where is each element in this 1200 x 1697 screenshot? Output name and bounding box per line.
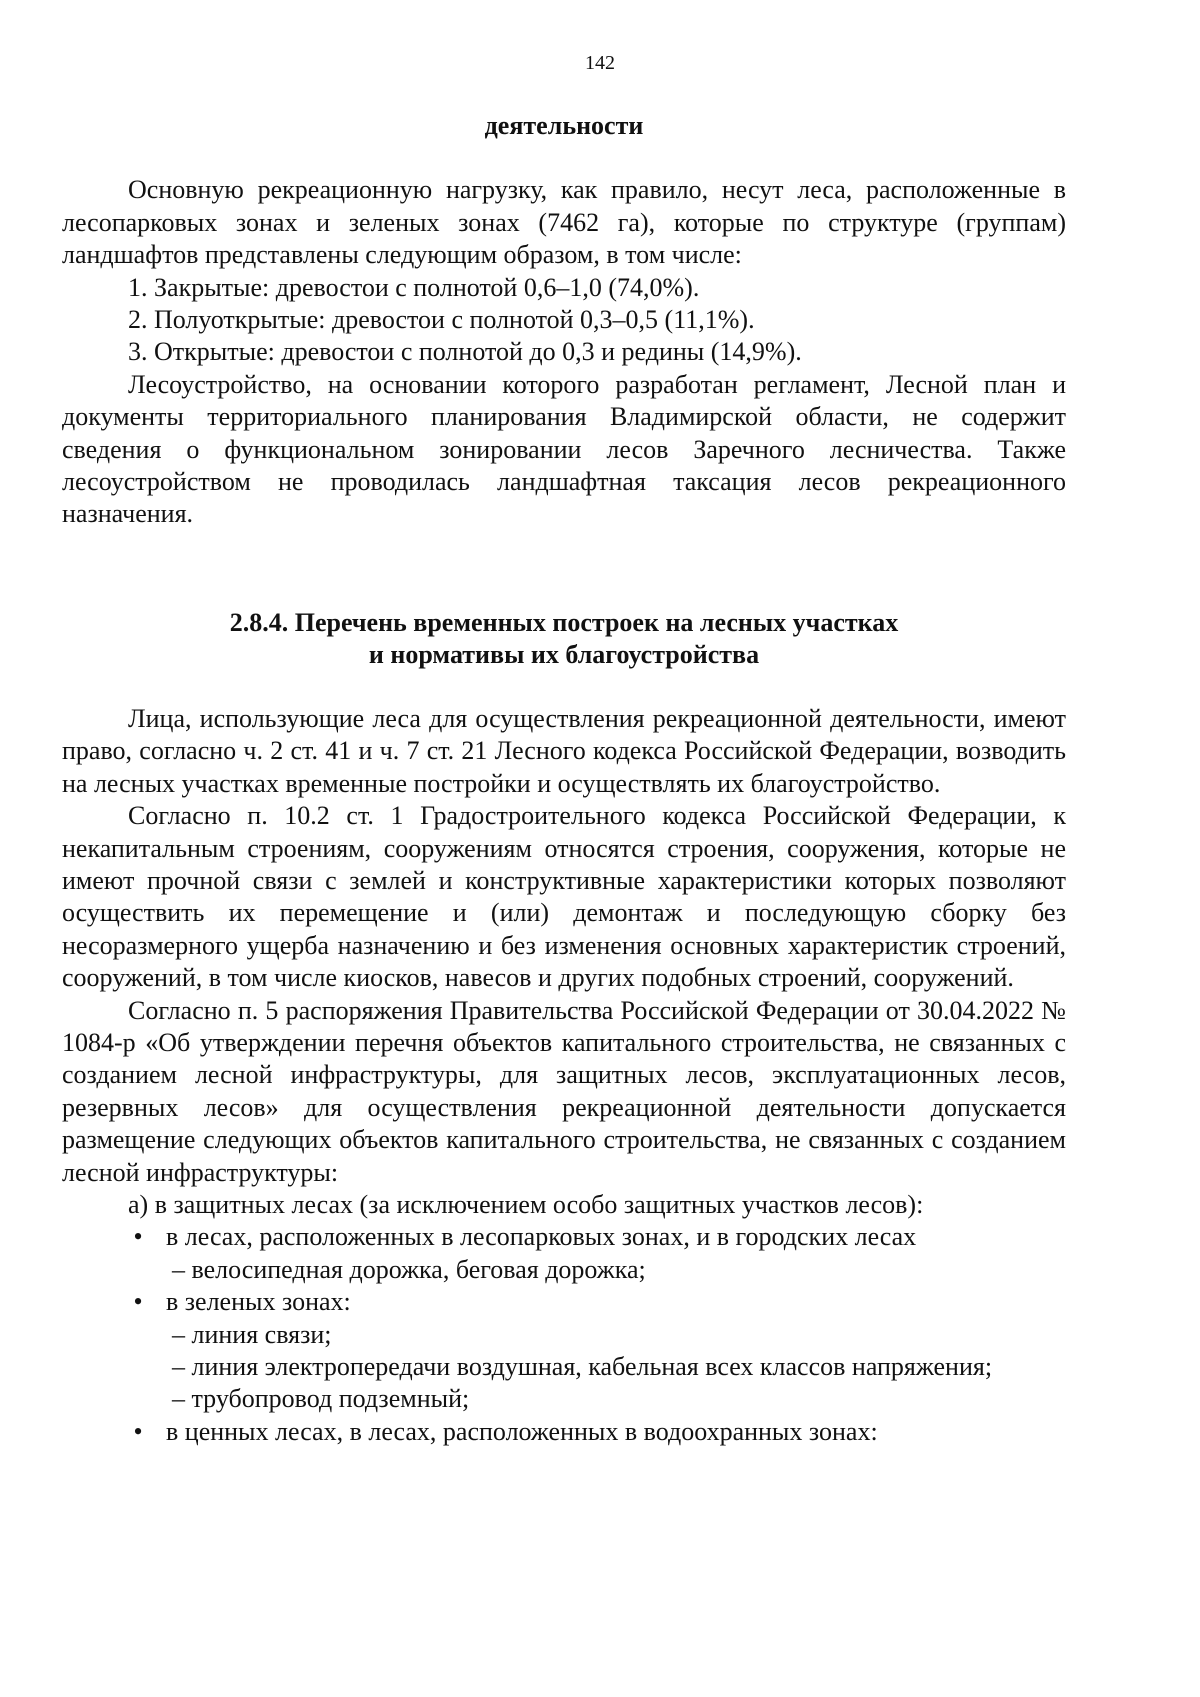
bullet-item-valuable-forests	[62, 1416, 1066, 1448]
landscape-item-open: 3. Открытые: древостои с полнотой до 0,3 и редины (14,9%).	[128, 337, 802, 367]
continued-heading: деятельности	[484, 111, 644, 140]
bullet-item-forest-park-zones	[62, 1221, 1066, 1253]
dash-item-power-line: – линия электропередачи воздушная, кабельная всех классов напряжения;	[172, 1352, 993, 1381]
paragraph-forest-management: Лесоустройство, на основании которого разработан регламент, Лесной план и документы территориального планирования Владимирской области, не содержит сведения о функциональном зонировании лесов Заречного лесничества. Также лесоустройством не проводилась ландшафтная таксация лесов рекреационного назначения.	[62, 369, 1066, 529]
paragraph-urban-planning-code: Согласно п. 10.2 ст. 1 Градостроительного кодекса Российской Федерации, к некапитальным строениям, сооружениям относятся строения, сооружения, которые не имеют прочной связи с землей и конструктивные характеристики которых позволяют осуществить их перемещение и (или) демонтаж и последующую сборку без несоразмерного ущерба назначению и без изменения основных характеристик строений, сооружений, в том числе киосков, навесов и других подобных строений, сооружений.	[62, 801, 1066, 993]
bullet-icon: •	[133, 1287, 143, 1317]
paragraph-recreational-load: Основную рекреационную нагрузку, как правило, несут леса, расположенные в лесопарковых зонах и зеленых зонах (7462 га), которые по структуре (группам) ландшафтов представлены следующим образом, в том числе:	[62, 175, 1066, 270]
dash-item-pipeline: – трубопровод подземный;	[172, 1384, 470, 1414]
spacer	[62, 531, 1066, 607]
bullet-text: в лесах, расположенных в лесопарковых зонах, и в городских лесах	[166, 1222, 917, 1252]
spacer	[62, 142, 1066, 174]
landscape-item-closed: 1. Закрытые: древостои с полнотой 0,6–1,0 (74,0%).	[128, 272, 700, 302]
landscape-item-semi-open: 2. Полуоткрытые: древостои с полнотой 0,3–0,5 (11,1%).	[128, 305, 755, 335]
spacer	[62, 671, 1066, 703]
bullet-text: в зеленых зонах:	[166, 1287, 351, 1317]
page-number: 142	[585, 52, 615, 74]
list-item-a: а) в защитных лесах (за исключением особо защитных участков лесов):	[128, 1189, 924, 1219]
section-title-line-1: 2.8.4. Перечень временных построек на лесных участках	[229, 607, 899, 637]
section-title-line-2: и нормативы их благоустройства	[368, 639, 760, 669]
bullet-icon: •	[133, 1416, 143, 1446]
dash-item-bike-path: – велосипедная дорожка, беговая дорожка;	[172, 1254, 646, 1284]
dash-item-communication-line: – линия связи;	[172, 1319, 332, 1349]
bullet-icon: •	[133, 1222, 143, 1252]
bullet-text: в ценных лесах, в лесах, расположенных в водоохранных зонах:	[166, 1416, 878, 1446]
page-content	[62, 110, 1066, 1448]
paragraph-government-order: Согласно п. 5 распоряжения Правительства Российской Федерации от 30.04.2022 № 1084-р «Об утверждении перечня объектов капитального строительства, не связанных с созданием лесной инфраструктуры, для защитных лесов, эксплуатационных лесов, резервных лесов» для осуществления рекреационной деятельности допускается размещение следующих объектов капитального строительства, не связанных с созданием лесной инфраструктуры:	[62, 995, 1066, 1187]
paragraph-persons-using-forests: Лица, использующие леса для осуществления рекреационной деятельности, имеют право, согласно ч. 2 ст. 41 и ч. 7 ст. 21 Лесного кодекса Российской Федерации, возводить на лесных участках временные постройки и осуществлять их благоустройство.	[62, 703, 1066, 798]
bullet-item-green-zones	[62, 1286, 1066, 1318]
